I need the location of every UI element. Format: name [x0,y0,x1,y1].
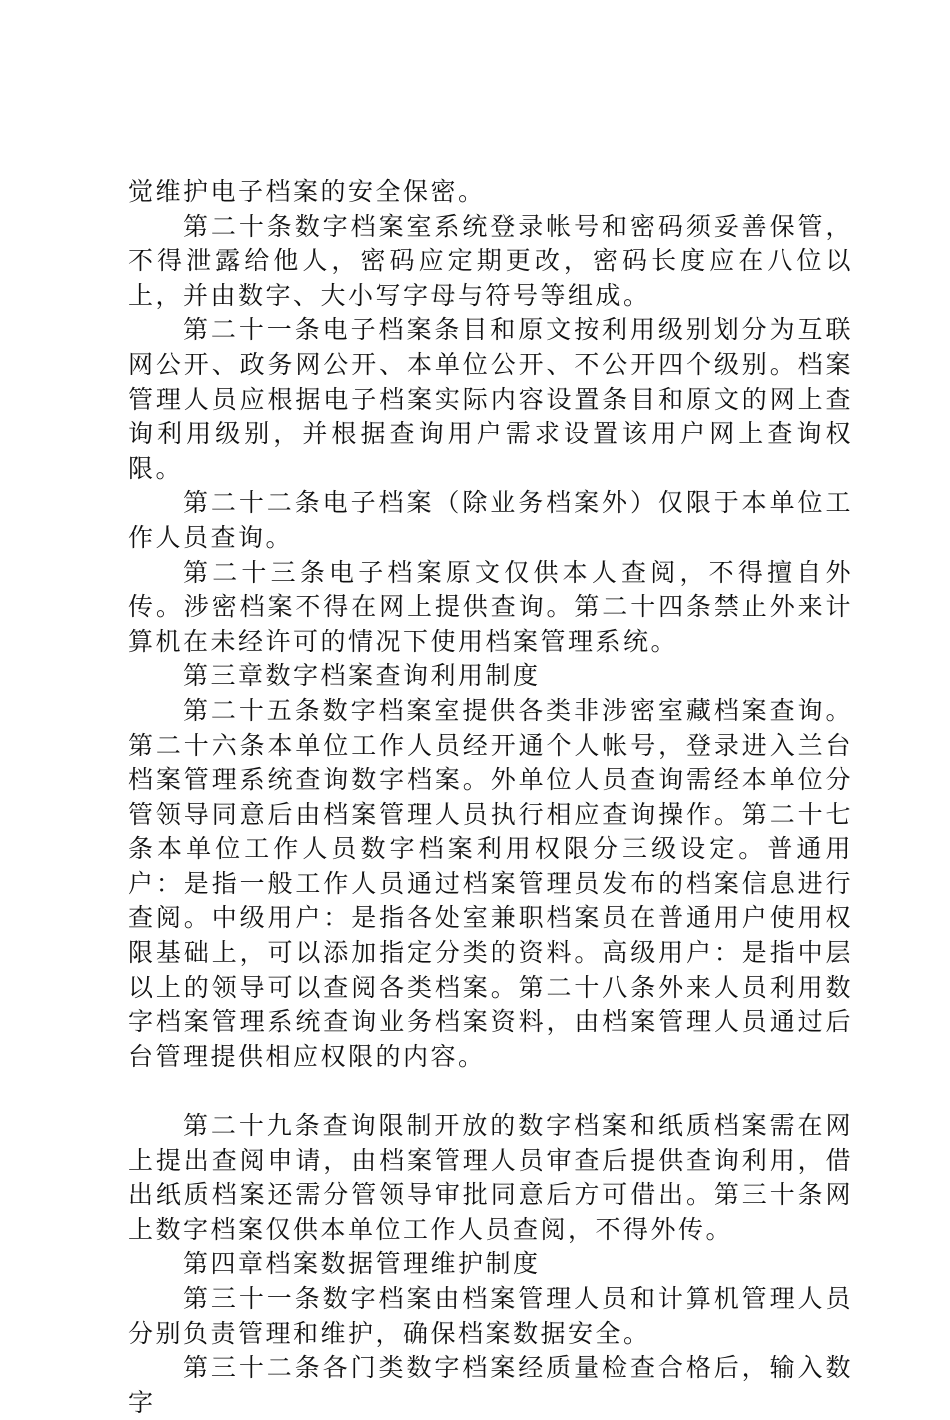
chapter-3-heading: 第三章数字档案查询利用制度 [183,661,541,691]
paragraph-gap [128,1074,853,1109]
chapter-4-heading: 第四章档案数据管理维护制度 [183,1249,541,1279]
document-body [128,175,853,1420]
paragraph-article-23-24: 第二十三条电子档案原文仅供本人查阅，不得擅自外传。涉密档案不得在网上提供查询。第二十四条禁止外来计算机在未经许可的情况下使用档案管理系统。 [128,557,853,656]
paragraph-article-25-28: 第二十五条数字档案室提供各类非涉密室藏档案查询。第二十六条本单位工作人员经开通个人帐号，登录进入兰台档案管理系统查询数字档案。外单位人员查询需经本单位分管领导同意后由档案管理人员执行相应查询操作。第二十七条本单位工作人员数字档案利用权限分三级设定。普通用户：是指一般工作人员通过档案管理员发布的档案信息进行查阅。中级用户：是指各处室兼职档案员在普通用户使用权限基础上，可以添加指定分类的资料。高级用户：是指中层以上的领导可以查阅各类档案。第二十八条外来人员利用数字档案管理系统查询业务档案资料，由档案管理人员通过后台管理提供相应权限的内容。 [128,695,853,1071]
paragraph-article-20: 第二十条数字档案室系统登录帐号和密码须妥善保管，不得泄露给他人，密码应定期更改，密码长度应在八位以上，并由数字、大小写字母与符号等组成。 [128,211,853,310]
paragraph-article-29-30: 第二十九条查询限制开放的数字档案和纸质档案需在网上提出查阅申请，由档案管理人员审查后提供查询利用，借出纸质档案还需分管领导审批同意后方可借出。第三十条网上数字档案仅供本单位工作人员查阅，不得外传。 [128,1111,853,1244]
paragraph-article-22: 第二十二条电子档案（除业务档案外）仅限于本单位工作人员查询。 [128,488,853,552]
paragraph-continuation: 觉维护电子档案的安全保密。 [128,177,486,206]
paragraph-article-31: 第三十一条数字档案由档案管理人员和计算机管理人员分别负责管理和维护，确保档案数据安全。 [128,1284,853,1348]
paragraph-article-32: 第三十二条各门类数字档案经质量检查合格后，输入数字 [128,1353,853,1417]
paragraph-article-21: 第二十一条电子档案条目和原文按利用级别划分为互联网公开、政务网公开、本单位公开、不公开四个级别。档案管理人员应根据电子档案实际内容设置条目和原文的网上查询利用级别，并根据查询用户需求设置该用户网上查询权限。 [128,315,853,483]
